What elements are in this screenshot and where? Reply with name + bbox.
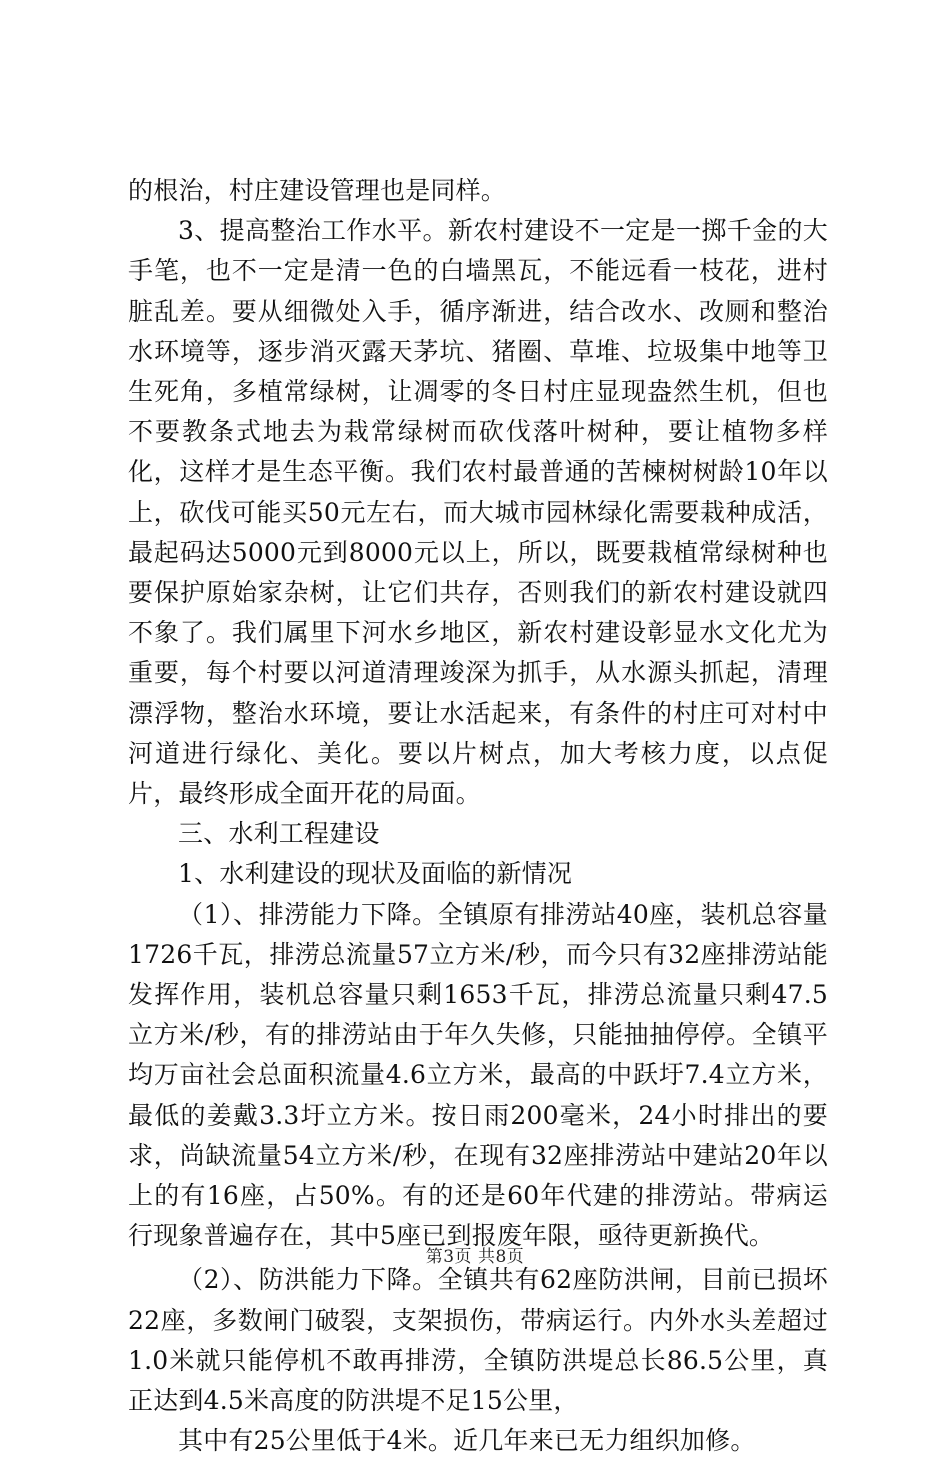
paragraph-flood-control: （2）、防洪能力下降。全镇共有62座防洪闸，目前已损坏22座，多数闸门破裂，支架损伤，带病运行。内外水头差超过1.0米就只能停机不敢再排涝，全镇防洪堤总长86.5公里，真正达到4.5米高度的防洪堤不足15公里，	[128, 1265, 828, 1416]
subsection-heading-status: 1、水利建设的现状及面临的新情况	[178, 859, 573, 889]
document-body	[128, 171, 828, 1462]
section-heading-water-projects: 三、水利工程建设	[178, 819, 380, 849]
paragraph-drainage: （1）、排涝能力下降。全镇原有排涝站40座，装机总容量1726千瓦，排涝总流量57立方米/秒，而今只有32座排涝站能发挥作用，装机总容量只剩1653千瓦，排涝总流量只剩47.5立方米/秒，有的排涝站由于年久失修，只能抽抽停停。全镇平均万亩社会总面积流量4.6立方米，最高的中跃圩7.4立方米，最低的姜戴3.3圩立方米。按日雨200毫米，24小时排出的要求，尚缺流量54立方米/秒，在现有32座排涝站中建站20年以上的有16座，占50%。有的还是60年代建的排涝站。带病运行现象普遍存在，其中5座已到报废年限，亟待更新换代。	[128, 899, 828, 1251]
paragraph-continuation: 的根治，村庄建设管理也是同样。	[128, 176, 507, 205]
paragraph-item-3: 3、提高整治工作水平。新农村建设不一定是一掷千金的大手笔，也不一定是清一色的白墙黑瓦，不能远看一枝花，进村脏乱差。要从细微处入手，循序渐进，结合改水、改厕和整治水环境等，逐步消灭露天茅坑、猪圈、草堆、垃圾集中地等卫生死角，多植常绿树，让凋零的冬日村庄显现盎然生机，但也不要教条式地去为栽常绿树而砍伐落叶树种，要让植物多样化，这样才是生态平衡。我们农村最普通的苦楝树树龄10年以上，砍伐可能买50元左右，而大城市园林绿化需要栽种成活，最起码达5000元到8000元以上，所以，既要栽植常绿树种也要保护原始家杂树，让它们共存，否则我们的新农村建设就四不象了。我们属里下河水乡地区，新农村建设彰显水文化尤为重要，每个村要以河道清理竣深为抓手，从水源头抓起，清理漂浮物，整治水环境，要让水活起来，有条件的村庄可对村中河道进行绿化、美化。要以片树点，加大考核力度，以点促片，最终形成全面开花的局面。	[128, 216, 828, 809]
page-footer: 第3页 共8页	[425, 1247, 525, 1267]
paragraph-flood-control-tail: 其中有25公里低于4米。近几年来已无力组织加修。	[178, 1426, 756, 1456]
